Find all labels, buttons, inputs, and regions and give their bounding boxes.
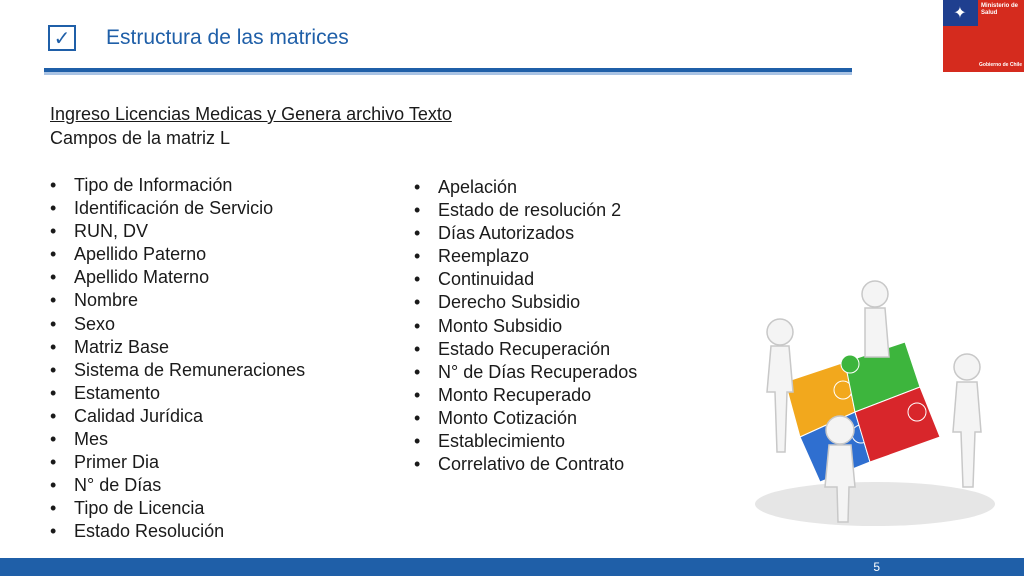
list-item (50, 359, 305, 382)
bullet-icon: • (50, 498, 57, 519)
puzzle-pieces (785, 342, 940, 482)
bullet-icon: • (414, 177, 421, 197)
bullet-icon: • (414, 315, 421, 336)
list-item (414, 176, 637, 199)
bullet-icon: • (414, 292, 421, 313)
list-item-label: Reemplazo (438, 246, 530, 267)
bullet-icon: • (50, 405, 57, 426)
list-item-label: N° de Días (74, 475, 162, 496)
list-item (414, 453, 637, 476)
list-item (50, 174, 305, 197)
list-item (414, 268, 637, 291)
bullet-icon: • (414, 246, 421, 267)
section-heading-link[interactable]: Ingreso Licencias Medicas y Genera archivo Texto (50, 104, 452, 124)
bullet-icon: • (414, 431, 421, 452)
list-item (50, 451, 305, 474)
section-subheading: Campos de la matriz L (50, 128, 231, 148)
list-item-label: Continuidad (438, 269, 535, 290)
bullet-icon: • (50, 198, 57, 219)
list-item-label: Estado Recuperación (438, 338, 611, 359)
list-item-label: Calidad Jurídica (74, 405, 204, 426)
list-item-label: Establecimiento (438, 431, 566, 452)
list-item (414, 361, 637, 384)
list-item-label: N° de Días Recuperados (438, 361, 638, 382)
list-item-label: RUN, DV (74, 221, 149, 242)
list-item-label: Estado Resolución (74, 521, 225, 542)
fields-list-right (414, 176, 637, 476)
list-item-label: Estado de resolución 2 (438, 200, 622, 221)
page-number: 5 (873, 560, 880, 574)
list-item-label: Tipo de Información (74, 175, 233, 195)
list-item-label: Sexo (74, 313, 116, 334)
list-item-label: Matriz Base (74, 336, 170, 357)
list-item (50, 289, 305, 312)
list-item-label: Apelación (438, 177, 518, 197)
list-item (414, 407, 637, 430)
fields-list-left (50, 174, 305, 544)
list-item (50, 220, 305, 243)
list-item (50, 474, 305, 497)
list-item (414, 199, 637, 222)
list-item (414, 245, 637, 268)
bullet-icon: • (50, 452, 57, 473)
bullet-icon: • (50, 359, 57, 380)
bullet-icon: • (414, 200, 421, 221)
list-item (50, 266, 305, 289)
list-item-label: Apellido Paterno (74, 244, 207, 265)
list-item (50, 197, 305, 220)
list-item (414, 315, 637, 338)
checkmark-icon: ✓ (48, 25, 76, 51)
bullet-icon: • (50, 290, 57, 311)
puzzle-team-icon (745, 272, 1005, 532)
list-item-label: Mes (74, 429, 109, 450)
bullet-icon: • (414, 407, 421, 428)
bullet-icon: • (414, 223, 421, 244)
bullet-icon: • (50, 221, 57, 242)
list-item (50, 336, 305, 359)
bullet-icon: • (414, 454, 421, 475)
list-item (50, 520, 305, 543)
list-item (50, 313, 305, 336)
bullet-icon: • (50, 175, 57, 195)
title-underline-shadow (44, 72, 852, 75)
ministry-logo (943, 0, 1024, 72)
list-item (414, 222, 637, 245)
list-item-label: Tipo de Licencia (74, 498, 205, 519)
bullet-icon: • (50, 336, 57, 357)
list-item (50, 405, 305, 428)
list-item (50, 497, 305, 520)
bullet-icon: • (50, 313, 57, 334)
bullet-icon: • (50, 267, 57, 288)
list-item-label: Monto Cotización (438, 407, 578, 428)
list-item-label: Derecho Subsidio (438, 292, 581, 313)
list-item (414, 338, 637, 361)
list-item-label: Estamento (74, 382, 161, 403)
list-item-label: Días Autorizados (438, 223, 575, 244)
list-item (50, 428, 305, 451)
bullet-icon: • (414, 269, 421, 290)
list-item (414, 430, 637, 453)
list-item-label: Primer Dia (74, 452, 160, 473)
list-item-label: Nombre (74, 290, 139, 311)
list-item (414, 384, 637, 407)
bullet-icon: • (50, 244, 57, 265)
bullet-icon: • (50, 521, 57, 542)
logo-government-text: Gobierno de Chile (979, 62, 1023, 68)
slide-title: Estructura de las matrices (106, 26, 349, 49)
bullet-icon: • (50, 475, 57, 496)
bullet-icon: • (414, 384, 421, 405)
bullet-icon: • (414, 338, 421, 359)
list-item (50, 243, 305, 266)
bullet-icon: • (414, 361, 421, 382)
coat-of-arms-icon: ✦ (953, 3, 967, 22)
logo-ministry-text: Ministerio de Salud (981, 3, 1019, 16)
bullet-icon: • (50, 382, 57, 403)
list-item (50, 382, 305, 405)
list-item-label: Monto Recuperado (438, 384, 592, 405)
list-item-label: Identificación de Servicio (74, 198, 274, 219)
bullet-icon: • (50, 429, 57, 450)
list-item-label: Apellido Materno (74, 267, 210, 288)
list-item-label: Sistema de Remuneraciones (74, 359, 306, 380)
list-item-label: Correlativo de Contrato (438, 454, 625, 475)
footer-bar (0, 558, 1024, 576)
list-item (414, 291, 637, 314)
list-item-label: Monto Subsidio (438, 315, 563, 336)
